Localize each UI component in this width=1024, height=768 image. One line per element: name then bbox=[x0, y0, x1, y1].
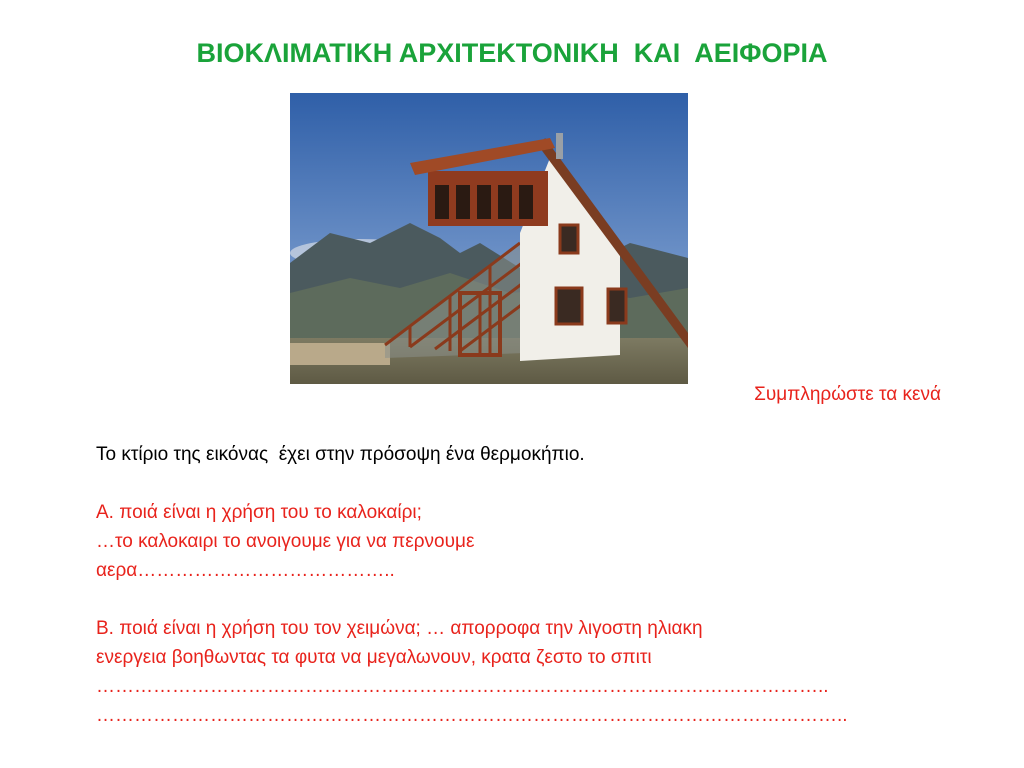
answer-a-line-2: αερα………………………………….. bbox=[96, 560, 395, 581]
question-text-block bbox=[96, 440, 976, 730]
question-b-line-2: ενεργεια βοηθωντας τα φυτα να μεγαλωνουν, κρατα ζεστο το σπιτι bbox=[96, 647, 652, 668]
slide-title: ΒΙΟΚΛΙΜΑΤΙΚΗ ΑΡΧΙΤΕΚΤΟΝΙΚΗ ΚΑΙ ΑΕΙΦΟΡΙΑ bbox=[196, 38, 828, 68]
answer-b-dots-1: …………………………………………………………………………………………………….. bbox=[96, 676, 829, 697]
blank-line bbox=[96, 585, 976, 614]
answer-b-dots-2: ……………………………………………………………………………………………………….. bbox=[96, 705, 848, 726]
blank-line bbox=[96, 469, 976, 498]
question-b-line-1: Β. ποιά είναι η χρήση του τον χειμώνα; … απορροφα την λιγοστη ηλιακη bbox=[96, 618, 703, 639]
question-a: Α. ποιά είναι η χρήση του το καλοκαίρι; bbox=[96, 502, 422, 523]
fill-in-instruction: Συμπληρώστε τα κενά bbox=[754, 384, 941, 405]
answer-a-line-1: …το καλοκαιρι το ανοιγουμε για να περνουμε bbox=[96, 531, 475, 552]
intro-line: Το κτίριο της εικόνας έχει στην πρόσοψη ένα θερμοκήπιο. bbox=[96, 444, 585, 465]
house-greenhouse-photo bbox=[290, 93, 688, 384]
